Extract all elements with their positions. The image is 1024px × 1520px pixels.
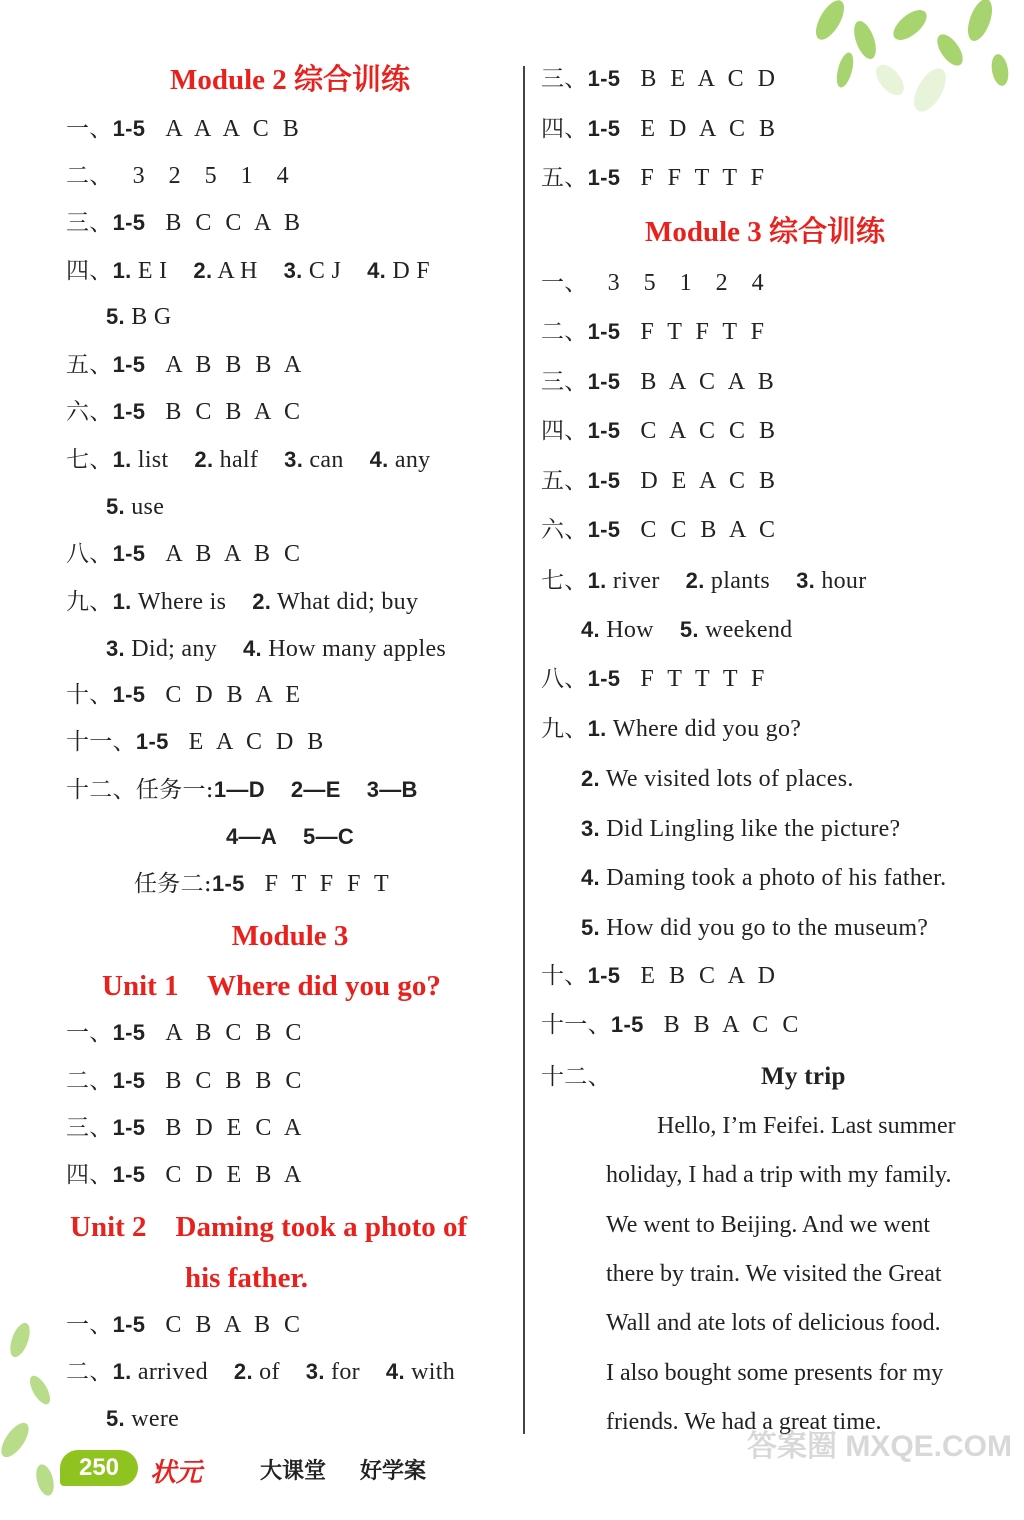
item-number: 4—A <box>226 824 278 849</box>
answer-line <box>66 539 304 569</box>
item-number: 1—D <box>213 777 265 802</box>
answer-line <box>541 317 768 347</box>
essay-line: there by train. We visited the Great <box>606 1261 942 1287</box>
answer-line <box>541 64 779 94</box>
answer-text: A H <box>212 258 258 284</box>
answer-line <box>541 1062 846 1092</box>
answer-text: E I <box>131 258 168 284</box>
item-number: 1. <box>587 568 607 593</box>
answer-line <box>581 814 901 844</box>
item-range: 1-5 <box>112 1020 146 1045</box>
answer-line <box>581 863 946 893</box>
answer-text: hour <box>815 568 867 594</box>
item-number: 2. <box>685 568 705 593</box>
question-number: 十一、 <box>66 729 136 755</box>
question-number: 三、 <box>541 66 588 92</box>
answer-line <box>541 1010 802 1040</box>
item-number: 3. <box>305 1359 325 1384</box>
answer-text: arrived <box>131 1359 208 1385</box>
item-number: 1. <box>587 716 607 741</box>
question-number: 一、 <box>66 116 113 142</box>
answer-text: B E A C D <box>620 66 780 92</box>
question-number: 六、 <box>541 517 588 543</box>
item-range: 1-5 <box>211 871 245 896</box>
answer-text: list <box>131 447 169 473</box>
item-number: 2. <box>233 1359 253 1384</box>
answer-text: F F T T F <box>620 165 768 191</box>
section-heading: his father. <box>185 1262 308 1294</box>
answer-text: F T F T F <box>620 319 768 345</box>
section-heading: Module 3 综合训练 <box>644 216 886 248</box>
answer-text: of <box>252 1359 280 1385</box>
item-number: 3. <box>106 636 125 661</box>
answer-line <box>66 397 304 427</box>
item-number: 1. <box>112 447 132 472</box>
answer-text: B C C A B <box>145 210 305 236</box>
answer-text: E A C D B <box>168 729 328 755</box>
answer-line <box>541 466 779 496</box>
answer-text: use <box>124 494 165 520</box>
answer-text: can <box>303 447 344 473</box>
question-number: 十、 <box>541 963 588 989</box>
item-range: 1-5 <box>112 1312 146 1337</box>
question-number: 七、 <box>541 568 588 594</box>
answer-line <box>66 161 293 191</box>
leaf-decoration-top-right <box>770 0 1024 120</box>
answer-line <box>541 416 779 446</box>
answer-text: B G <box>124 304 172 330</box>
question-number: 一、 <box>66 1312 113 1338</box>
answer-line <box>66 1018 305 1048</box>
answer-text: weekend <box>698 617 793 643</box>
answer-text: B B A C C <box>643 1012 803 1038</box>
question-number: 任务二: <box>134 871 212 897</box>
answer-text: plants <box>704 568 771 594</box>
item-number: 4. <box>581 865 600 890</box>
question-number: 三、 <box>66 1115 113 1141</box>
question-number: 五、 <box>66 352 113 378</box>
item-number: 5. <box>106 304 125 329</box>
answer-line <box>66 445 430 475</box>
item-number: 4. <box>385 1359 405 1384</box>
item-range: 1-5 <box>587 369 621 394</box>
answer-text: were <box>124 1406 180 1432</box>
item-number: 4. <box>581 617 600 642</box>
answer-text: D E A C B <box>620 468 780 494</box>
answer-text: C B A B C <box>145 1312 305 1338</box>
answer-text: How many apples <box>261 636 447 662</box>
answer-text: river <box>606 568 660 594</box>
question-number: 八、 <box>541 666 588 692</box>
item-number: 3—B <box>366 777 418 802</box>
item-range: 1-5 <box>587 666 621 691</box>
item-range: 1-5 <box>587 468 621 493</box>
section-heading: Unit 2 Daming took a photo of <box>70 1211 468 1243</box>
question-number: 二、 <box>66 163 113 189</box>
answer-text: with <box>404 1359 456 1385</box>
question-number: 六、 <box>66 399 113 425</box>
essay-line: holiday, I had a trip with my family. <box>606 1162 952 1188</box>
item-range: 1-5 <box>587 963 621 988</box>
essay-line: We went to Beijing. And we went <box>606 1212 931 1238</box>
item-range: 1-5 <box>112 210 146 235</box>
item-range: 1-5 <box>587 165 621 190</box>
answer-text: C J <box>302 258 342 284</box>
item-number: 2. <box>581 766 600 791</box>
answer-text: A B C B C <box>145 1020 306 1046</box>
answer-line <box>226 822 354 852</box>
answer-text: B A C A B <box>620 369 778 395</box>
question-number: 四、 <box>66 1162 113 1188</box>
item-number: 1. <box>112 589 132 614</box>
answer-line <box>66 1066 305 1096</box>
item-range: 1-5 <box>112 116 146 141</box>
answer-line <box>581 764 854 794</box>
answer-line <box>106 492 164 522</box>
question-number: 四、 <box>541 116 588 142</box>
item-number: 4. <box>242 636 262 661</box>
answer-line <box>541 714 801 744</box>
question-number: 五、 <box>541 468 588 494</box>
question-number: 四、 <box>541 418 588 444</box>
item-number: 1. <box>112 1359 132 1384</box>
answer-text: C C B A C <box>620 517 780 543</box>
question-number: 十一、 <box>541 1012 611 1038</box>
item-range: 1-5 <box>112 1068 146 1093</box>
answer-text: Where is <box>131 589 227 615</box>
essay-line: Wall and ate lots of delicious food. <box>606 1310 941 1336</box>
answer-line <box>541 268 768 298</box>
brand-subtitle: 好学案 <box>360 1458 427 1483</box>
item-number: 2. <box>252 589 272 614</box>
answer-text: C D E B A <box>145 1162 306 1188</box>
answer-line <box>66 114 303 144</box>
section-heading: Module 3 <box>231 920 349 952</box>
answer-text: B C B B C <box>145 1068 306 1094</box>
item-number: 3. <box>796 568 816 593</box>
answer-text: How <box>599 617 654 643</box>
answer-line <box>66 775 418 805</box>
answer-text: We visited lots of places. <box>599 766 854 792</box>
answer-line <box>66 208 304 238</box>
item-number: 4. <box>369 447 389 472</box>
question-number: 一、 <box>66 1020 113 1046</box>
brand-series: 大课堂 <box>260 1458 327 1483</box>
answer-text: A A A C B <box>145 116 303 142</box>
essay-line: friends. We had a great time. <box>606 1409 882 1435</box>
item-range: 1-5 <box>112 1115 146 1140</box>
answer-line <box>106 302 172 332</box>
answer-text: Where did you go? <box>606 716 802 742</box>
answer-line <box>541 515 779 545</box>
question-number: 四、 <box>66 258 113 284</box>
item-range: 1-5 <box>112 541 146 566</box>
answer-line <box>66 1160 305 1190</box>
item-range: 1-5 <box>587 116 621 141</box>
watermark: 答案圈 MXQE.COM <box>746 1430 1012 1463</box>
item-number: 5. <box>106 494 125 519</box>
question-number: 二、 <box>541 319 588 345</box>
answer-text: C D B A E <box>145 682 305 708</box>
answer-text: E D A C B <box>620 116 780 142</box>
item-range: 1-5 <box>112 682 146 707</box>
answer-line <box>541 961 779 991</box>
answer-text: 3 5 1 2 4 <box>587 270 768 296</box>
item-range: 1-5 <box>587 418 621 443</box>
item-number: 3. <box>284 447 304 472</box>
item-number: 2. <box>193 258 213 283</box>
question-number: 五、 <box>541 165 588 191</box>
answer-line <box>541 114 779 144</box>
answer-line <box>581 615 792 645</box>
answer-text: for <box>324 1359 360 1385</box>
item-range: 1-5 <box>610 1012 644 1037</box>
item-number: 3. <box>581 816 600 841</box>
answer-text: half <box>213 447 259 473</box>
section-heading: Unit 1 Where did you go? <box>102 970 441 1002</box>
item-range: 1-5 <box>135 729 169 754</box>
answer-text: any <box>388 447 431 473</box>
page-number: 250 <box>60 1450 138 1486</box>
answer-line <box>541 367 778 397</box>
question-number: 八、 <box>66 541 113 567</box>
answer-text: A B B B A <box>145 352 306 378</box>
question-number: 十二、 <box>541 1064 611 1090</box>
item-number: 5. <box>106 1406 125 1431</box>
answer-text: F T T T F <box>620 666 769 692</box>
answer-line <box>66 680 304 710</box>
column-divider <box>523 66 525 1434</box>
question-number: 二、 <box>66 1068 113 1094</box>
essay-line: Hello, I’m Feifei. Last summer <box>657 1113 956 1139</box>
question-number: 三、 <box>541 369 588 395</box>
answer-text: 3 2 5 1 4 <box>112 163 293 189</box>
answer-line <box>541 163 768 193</box>
answer-text: Did Lingling like the picture? <box>599 816 901 842</box>
item-number: 3. <box>283 258 303 283</box>
item-number: 4. <box>367 258 387 283</box>
answer-text: B C B A C <box>145 399 305 425</box>
essay-title: My trip <box>761 1063 846 1090</box>
item-number: 5. <box>679 617 699 642</box>
item-number: 5—C <box>303 824 355 849</box>
answer-text: E B C A D <box>620 963 780 989</box>
answer-line <box>134 869 393 899</box>
answer-text: B D E C A <box>145 1115 306 1141</box>
item-range: 1-5 <box>112 399 146 424</box>
answer-line <box>106 1404 179 1434</box>
answer-line <box>66 1310 304 1340</box>
answer-text: F T F F T <box>244 871 393 897</box>
answer-line <box>66 256 430 286</box>
answer-line <box>541 664 768 694</box>
page-footer <box>60 1446 460 1494</box>
answer-line <box>66 1357 455 1387</box>
answer-text: What did; buy <box>271 589 419 615</box>
item-range: 1-5 <box>112 352 146 377</box>
question-number: 三、 <box>66 210 113 236</box>
answer-line <box>66 350 305 380</box>
item-number: 2—E <box>290 777 341 802</box>
answer-text: C A C C B <box>620 418 780 444</box>
question-number: 一、 <box>541 270 588 296</box>
item-range: 1-5 <box>587 517 621 542</box>
item-range: 1-5 <box>112 1162 146 1187</box>
answer-text: Did; any <box>124 636 217 662</box>
question-number: 十、 <box>66 682 113 708</box>
question-number: 七、 <box>66 447 113 473</box>
answer-line <box>66 1113 305 1143</box>
item-range: 1-5 <box>587 66 621 91</box>
answer-line <box>581 913 928 943</box>
item-range: 1-5 <box>587 319 621 344</box>
answer-text: How did you go to the museum? <box>599 915 929 941</box>
question-number: 十二、任务一: <box>66 777 214 803</box>
answer-line <box>541 566 867 596</box>
item-number: 5. <box>581 915 600 940</box>
item-number: 2. <box>194 447 214 472</box>
answer-text: Daming took a photo of his father. <box>599 865 947 891</box>
essay-line: I also bought some presents for my <box>606 1360 944 1386</box>
section-heading: Module 2 综合训练 <box>169 64 411 96</box>
answer-line <box>106 634 446 664</box>
answer-line <box>66 587 418 617</box>
question-number: 九、 <box>66 589 113 615</box>
question-number: 九、 <box>541 716 588 742</box>
answer-line <box>66 727 327 757</box>
question-number: 二、 <box>66 1359 113 1385</box>
answer-text: D F <box>386 258 430 284</box>
brand-logo-text: 状元 <box>150 1458 203 1487</box>
item-number: 1. <box>112 258 132 283</box>
answer-text: A B A B C <box>145 541 305 567</box>
